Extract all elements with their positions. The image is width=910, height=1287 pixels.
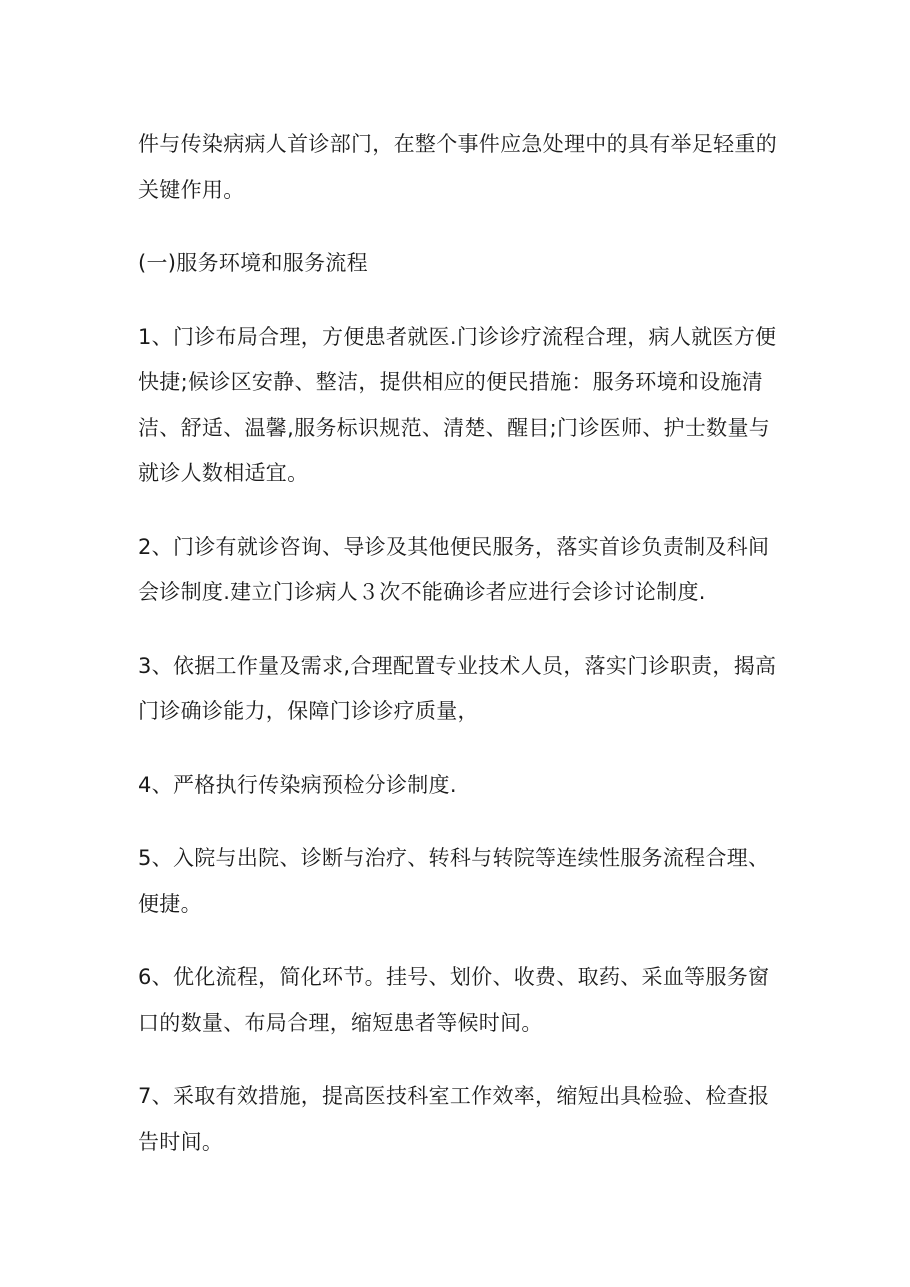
list-item-6: 6、优化流程，简化环节。挂号、划价、收费、取药、采血等服务窗口的数量、布局合理，缩短患者等候时间。	[138, 965, 770, 1035]
list-item-2: 2、门诊有就诊咨询、导诊及其他便民服务，落实首诊负责制及科间会诊制度.建立门诊病人３次不能确诊者应进行会诊讨论制度.	[138, 534, 770, 604]
document-page	[138, 122, 788, 1193]
list-item-7: 7、采取有效措施，提高医技科室工作效率，缩短出具检验、检查报告时间。	[138, 1084, 770, 1154]
list-item-3: 3、依据工作量及需求,合理配置专业技术人员，落实门诊职责，揭高门诊确诊能力，保障门诊诊疗质量，	[138, 653, 777, 723]
section-heading: (一)服务环境和服务流程	[138, 251, 368, 275]
list-item-5: 5、入院与出院、诊断与治疗、转科与转院等连续性服务流程合理、便捷。	[138, 846, 770, 916]
list-item-1: 1、门诊布局合理，方便患者就医.门诊诊疗流程合理，病人就医方便快捷;候诊区安静、整洁，提供相应的便民措施：服务环境和设施清洁、舒适、温馨,服务标识规范、清楚、醒目;门诊医师、护士数量与就诊人数相适宜。	[138, 324, 777, 485]
paragraph-continuation: 件与传染病病人首诊部门，在整个事件应急处理中的具有举足轻重的关键作用。	[138, 132, 777, 202]
list-item-4: 4、严格执行传染病预检分诊制度.	[138, 772, 457, 797]
